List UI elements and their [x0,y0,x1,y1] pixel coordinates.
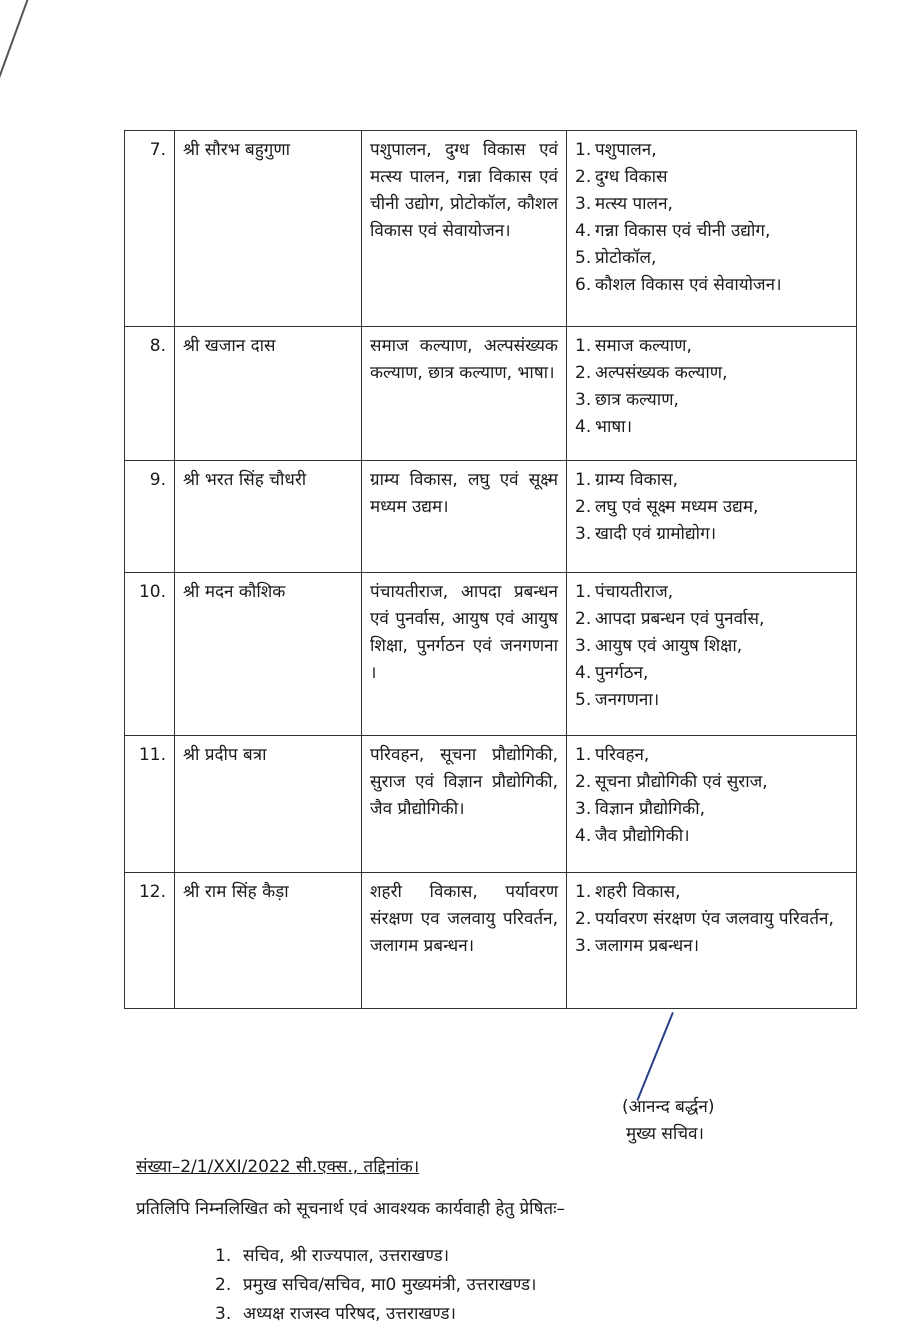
row-number: 11. [125,736,175,873]
copy-recipient [215,1300,536,1329]
department-list-item [575,333,848,360]
department-list-item [575,218,848,245]
list-item-number: 5. [575,248,592,268]
list-item-number: 2. [575,909,592,929]
table-row [125,573,857,736]
department-list-cell [567,873,857,1009]
list-item-number: 2. [575,167,592,187]
department-list-item [575,906,848,933]
scan-edge-line [0,0,31,169]
department-list-item [575,769,848,796]
list-item-number: 1. [575,470,592,490]
department-list-item [575,414,848,441]
row-number: 9. [125,461,175,573]
list-item-text: आयुष एवं आयुष शिक्षा, [595,636,743,656]
department-list-item [575,579,848,606]
minister-name: श्री मदन कौशिक [175,573,362,736]
list-item-text: पर्यावरण संरक्षण एंव जलवायु परिवर्तन, [595,909,834,929]
copy-recipient-number: 3. [215,1304,232,1324]
list-item-text: जलागम प्रबन्धन। [595,936,700,956]
department-list-item [575,387,848,414]
department-list [575,333,848,441]
table-row [125,461,857,573]
list-item-number: 5. [575,690,592,710]
list-item-number: 1. [575,582,592,602]
list-item-number: 2. [575,497,592,517]
row-number: 12. [125,873,175,1009]
list-item-text: जैव प्रौद्योगिकी। [595,826,690,846]
department-list-item [575,823,848,850]
department-list-cell [567,461,857,573]
list-item-text: भाषा। [595,417,633,437]
department-list-item [575,687,848,714]
departments-text: परिवहन, सूचना प्रौद्योगिकी, सुराज एवं विज्ञान प्रौद्योगिकी, जैव प्रौद्योगिकी। [362,736,567,873]
list-item-number: 3. [575,194,592,214]
department-list-item [575,272,848,299]
department-allocation-table [124,130,857,1009]
copy-recipient-text: प्रमुख सचिव/सचिव, मा0 मुख्यमंत्री, उत्तराखण्ड। [243,1275,537,1295]
list-item-number: 1. [575,140,592,160]
list-item-text: दुग्ध विकास [595,167,668,187]
department-list-cell [567,573,857,736]
list-item-number: 2. [575,772,592,792]
list-item-number: 1. [575,882,592,902]
list-item-text: पुनर्गठन, [595,663,649,683]
list-item-text: खादी एवं ग्रामोद्योग। [595,524,717,544]
list-item-text: परिवहन, [595,745,650,765]
list-item-number: 2. [575,609,592,629]
list-item-text: प्रोटोकॉल, [595,248,657,268]
minister-name: श्री राम सिंह कैड़ा [175,873,362,1009]
list-item-number: 3. [575,390,592,410]
department-list-item [575,933,848,960]
department-list-item [575,521,848,548]
copy-recipient [215,1271,536,1300]
copy-recipient-text: सचिव, श्री राज्यपाल, उत्तराखण्ड। [243,1246,450,1266]
minister-name: श्री भरत सिंह चौधरी [175,461,362,573]
department-list-item [575,660,848,687]
department-list [575,742,848,850]
copy-intro: प्रतिलिपि निम्नलिखित को सूचनार्थ एवं आवश्यक कार्यवाही हेतु प्रेषितः– [136,1199,566,1219]
department-list [575,467,848,548]
minister-name: श्री प्रदीप बत्रा [175,736,362,873]
copy-recipient-text: अध्यक्ष राजस्व परिषद, उत्तराखण्ड। [243,1304,456,1324]
row-number: 7. [125,131,175,327]
table-row [125,873,857,1009]
minister-name: श्री सौरभ बहुगुणा [175,131,362,327]
list-item-text: पंचायतीराज, [595,582,674,602]
list-item-number: 4. [575,417,592,437]
minister-name: श्री खजान दास [175,327,362,461]
department-list-item [575,796,848,823]
reference-number: संख्या–2/1/XXI/2022 सी.एक्स., तद्दिनांक। [136,1157,420,1177]
signatory-designation: मुख्य सचिव। [626,1124,704,1144]
department-list-cell [567,327,857,461]
department-list-item [575,742,848,769]
departments-text: शहरी विकास, पर्यावरण संरक्षण एव जलवायु परिवर्तन, जलागम प्रबन्धन। [362,873,567,1009]
list-item-number: 3. [575,636,592,656]
department-list-item [575,191,848,218]
departments-text: समाज कल्याण, अल्पसंख्यक कल्याण, छात्र कल्याण, भाषा। [362,327,567,461]
list-item-text: अल्पसंख्यक कल्याण, [595,363,728,383]
list-item-number: 1. [575,336,592,356]
row-number: 8. [125,327,175,461]
signatory-name: (आनन्द बर्द्धन) [622,1097,715,1117]
department-list [575,579,848,714]
department-list-item [575,245,848,272]
departments-text: ग्राम्य विकास, लघु एवं सूक्ष्म मध्यम उद्यम। [362,461,567,573]
table-row [125,327,857,461]
list-item-number: 2. [575,363,592,383]
department-list-item [575,360,848,387]
list-item-text: सूचना प्रौद्योगिकी एवं सुराज, [595,772,768,792]
department-list-item [575,879,848,906]
signature-mark [636,1012,673,1101]
list-item-text: शहरी विकास, [595,882,681,902]
list-item-text: गन्ना विकास एवं चीनी उद्योग, [595,221,771,241]
list-item-number: 3. [575,936,592,956]
copy-recipient-number: 1. [215,1246,232,1266]
list-item-number: 3. [575,799,592,819]
table-row [125,736,857,873]
list-item-number: 4. [575,221,592,241]
list-item-text: समाज कल्याण, [595,336,692,356]
list-item-text: जनगणना। [595,690,660,710]
list-item-number: 3. [575,524,592,544]
list-item-text: आपदा प्रबन्धन एवं पुनर्वास, [595,609,765,629]
list-item-text: विज्ञान प्रौद्योगिकी, [595,799,706,819]
copy-recipient [215,1242,536,1271]
department-list-item [575,606,848,633]
departments-text: पशुपालन, दुग्ध विकास एवं मत्स्य पालन, गन्ना विकास एवं चीनी उद्योग, प्रोटोकॉल, कौशल विकास एवं सेवायोजन। [362,131,567,327]
department-list-item [575,467,848,494]
table-body [125,131,857,1009]
copy-recipient-number: 2. [215,1275,232,1295]
list-item-number: 6. [575,275,592,295]
signature-block [622,1094,714,1148]
list-item-number: 1. [575,745,592,765]
list-item-text: छात्र कल्याण, [595,390,679,410]
departments-text: पंचायतीराज, आपदा प्रबन्धन एवं पुनर्वास, आयुष एवं आयुष शिक्षा, पुनर्गठन एवं जनगणना । [362,573,567,736]
department-list-cell [567,736,857,873]
department-list-item [575,494,848,521]
table-row [125,131,857,327]
department-list [575,137,848,299]
department-list-cell [567,131,857,327]
row-number: 10. [125,573,175,736]
department-list-item [575,633,848,660]
list-item-text: ग्राम्य विकास, [595,470,678,490]
department-list [575,879,848,960]
list-item-number: 4. [575,663,592,683]
department-list-item [575,137,848,164]
list-item-text: लघु एवं सूक्ष्म मध्यम उद्यम, [595,497,759,517]
copy-recipient-list [215,1242,536,1329]
list-item-text: मत्स्य पालन, [595,194,673,214]
list-item-text: कौशल विकास एवं सेवायोजन। [595,275,782,295]
list-item-number: 4. [575,826,592,846]
department-list-item [575,164,848,191]
list-item-text: पशुपालन, [595,140,657,160]
